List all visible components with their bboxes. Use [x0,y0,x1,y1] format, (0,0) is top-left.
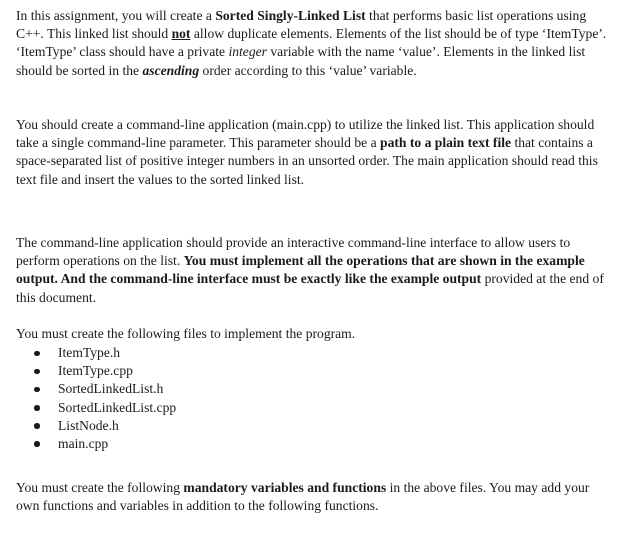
text: The command-line application should provide an interactive command-line interface to allow users to perform operations on the list. [16,235,571,269]
bullet-icon [34,423,40,429]
list-item [30,435,176,453]
interface-paragraph [16,234,616,307]
bullet-icon [34,441,40,447]
file-name: ItemType.cpp [58,363,133,379]
intro-paragraph [16,7,616,80]
list-item [30,399,176,417]
text: that contains a space-separated list of positive integer numbers in an unsorted order. The main application should read this text file and insert the values to the sorted linked list. [16,135,598,187]
not-emphasis: not [171,26,191,42]
list-item [30,362,176,380]
files-intro-paragraph [16,325,616,343]
text: that performs basic list operations using C++. This linked list should [16,8,587,42]
file-name: ListNode.h [58,417,119,433]
mandatory-paragraph [16,479,616,515]
mandatory-emphasis: mandatory variables and functions [183,480,387,495]
sorted-list-bold: Sorted Singly-Linked List [215,8,366,23]
text: variable with the name ‘value’. Elements in the linked list should be sorted in the [16,44,586,78]
file-name: main.cpp [58,435,109,451]
text: In this assignment, you will create a [16,8,216,23]
file-name: ItemType.h [58,345,121,360]
requirement-emphasis: You must implement all the operations that are shown in the example output. And the command-line interface must be exactly like the example output [16,253,585,287]
text: You should create a command-line application (main.cpp) to utilize the linked list. This application should take a single command-line parameter. This parameter should be a [16,117,595,151]
application-paragraph [16,116,616,189]
path-emphasis: path to a plain text file [380,135,512,151]
file-name: SortedLinkedList.cpp [58,399,177,415]
text: You must create the following files to implement the program. [16,326,356,341]
text: in the above files. You may add your own functions and variables in addition to the following functions. [16,480,590,514]
file-name: SortedLinkedList.h [58,381,164,397]
text: allow duplicate elements. Elements of the list should be of type ‘ItemType’. ‘ItemType’ class should have a private [16,26,607,60]
text: provided at the end of this document. [16,271,604,305]
bullet-icon [34,405,40,411]
list-item [30,344,176,362]
integer-italic: integer [228,44,267,60]
list-item [30,417,176,435]
text: You must create the following [16,480,184,495]
list-item [30,380,176,398]
ascending-emphasis: ascending [142,62,200,78]
bullet-icon [34,369,40,375]
text: order according to this ‘value’ variable. [199,62,417,78]
bullet-icon [34,387,40,393]
file-list [30,344,176,453]
bullet-icon [34,351,40,357]
